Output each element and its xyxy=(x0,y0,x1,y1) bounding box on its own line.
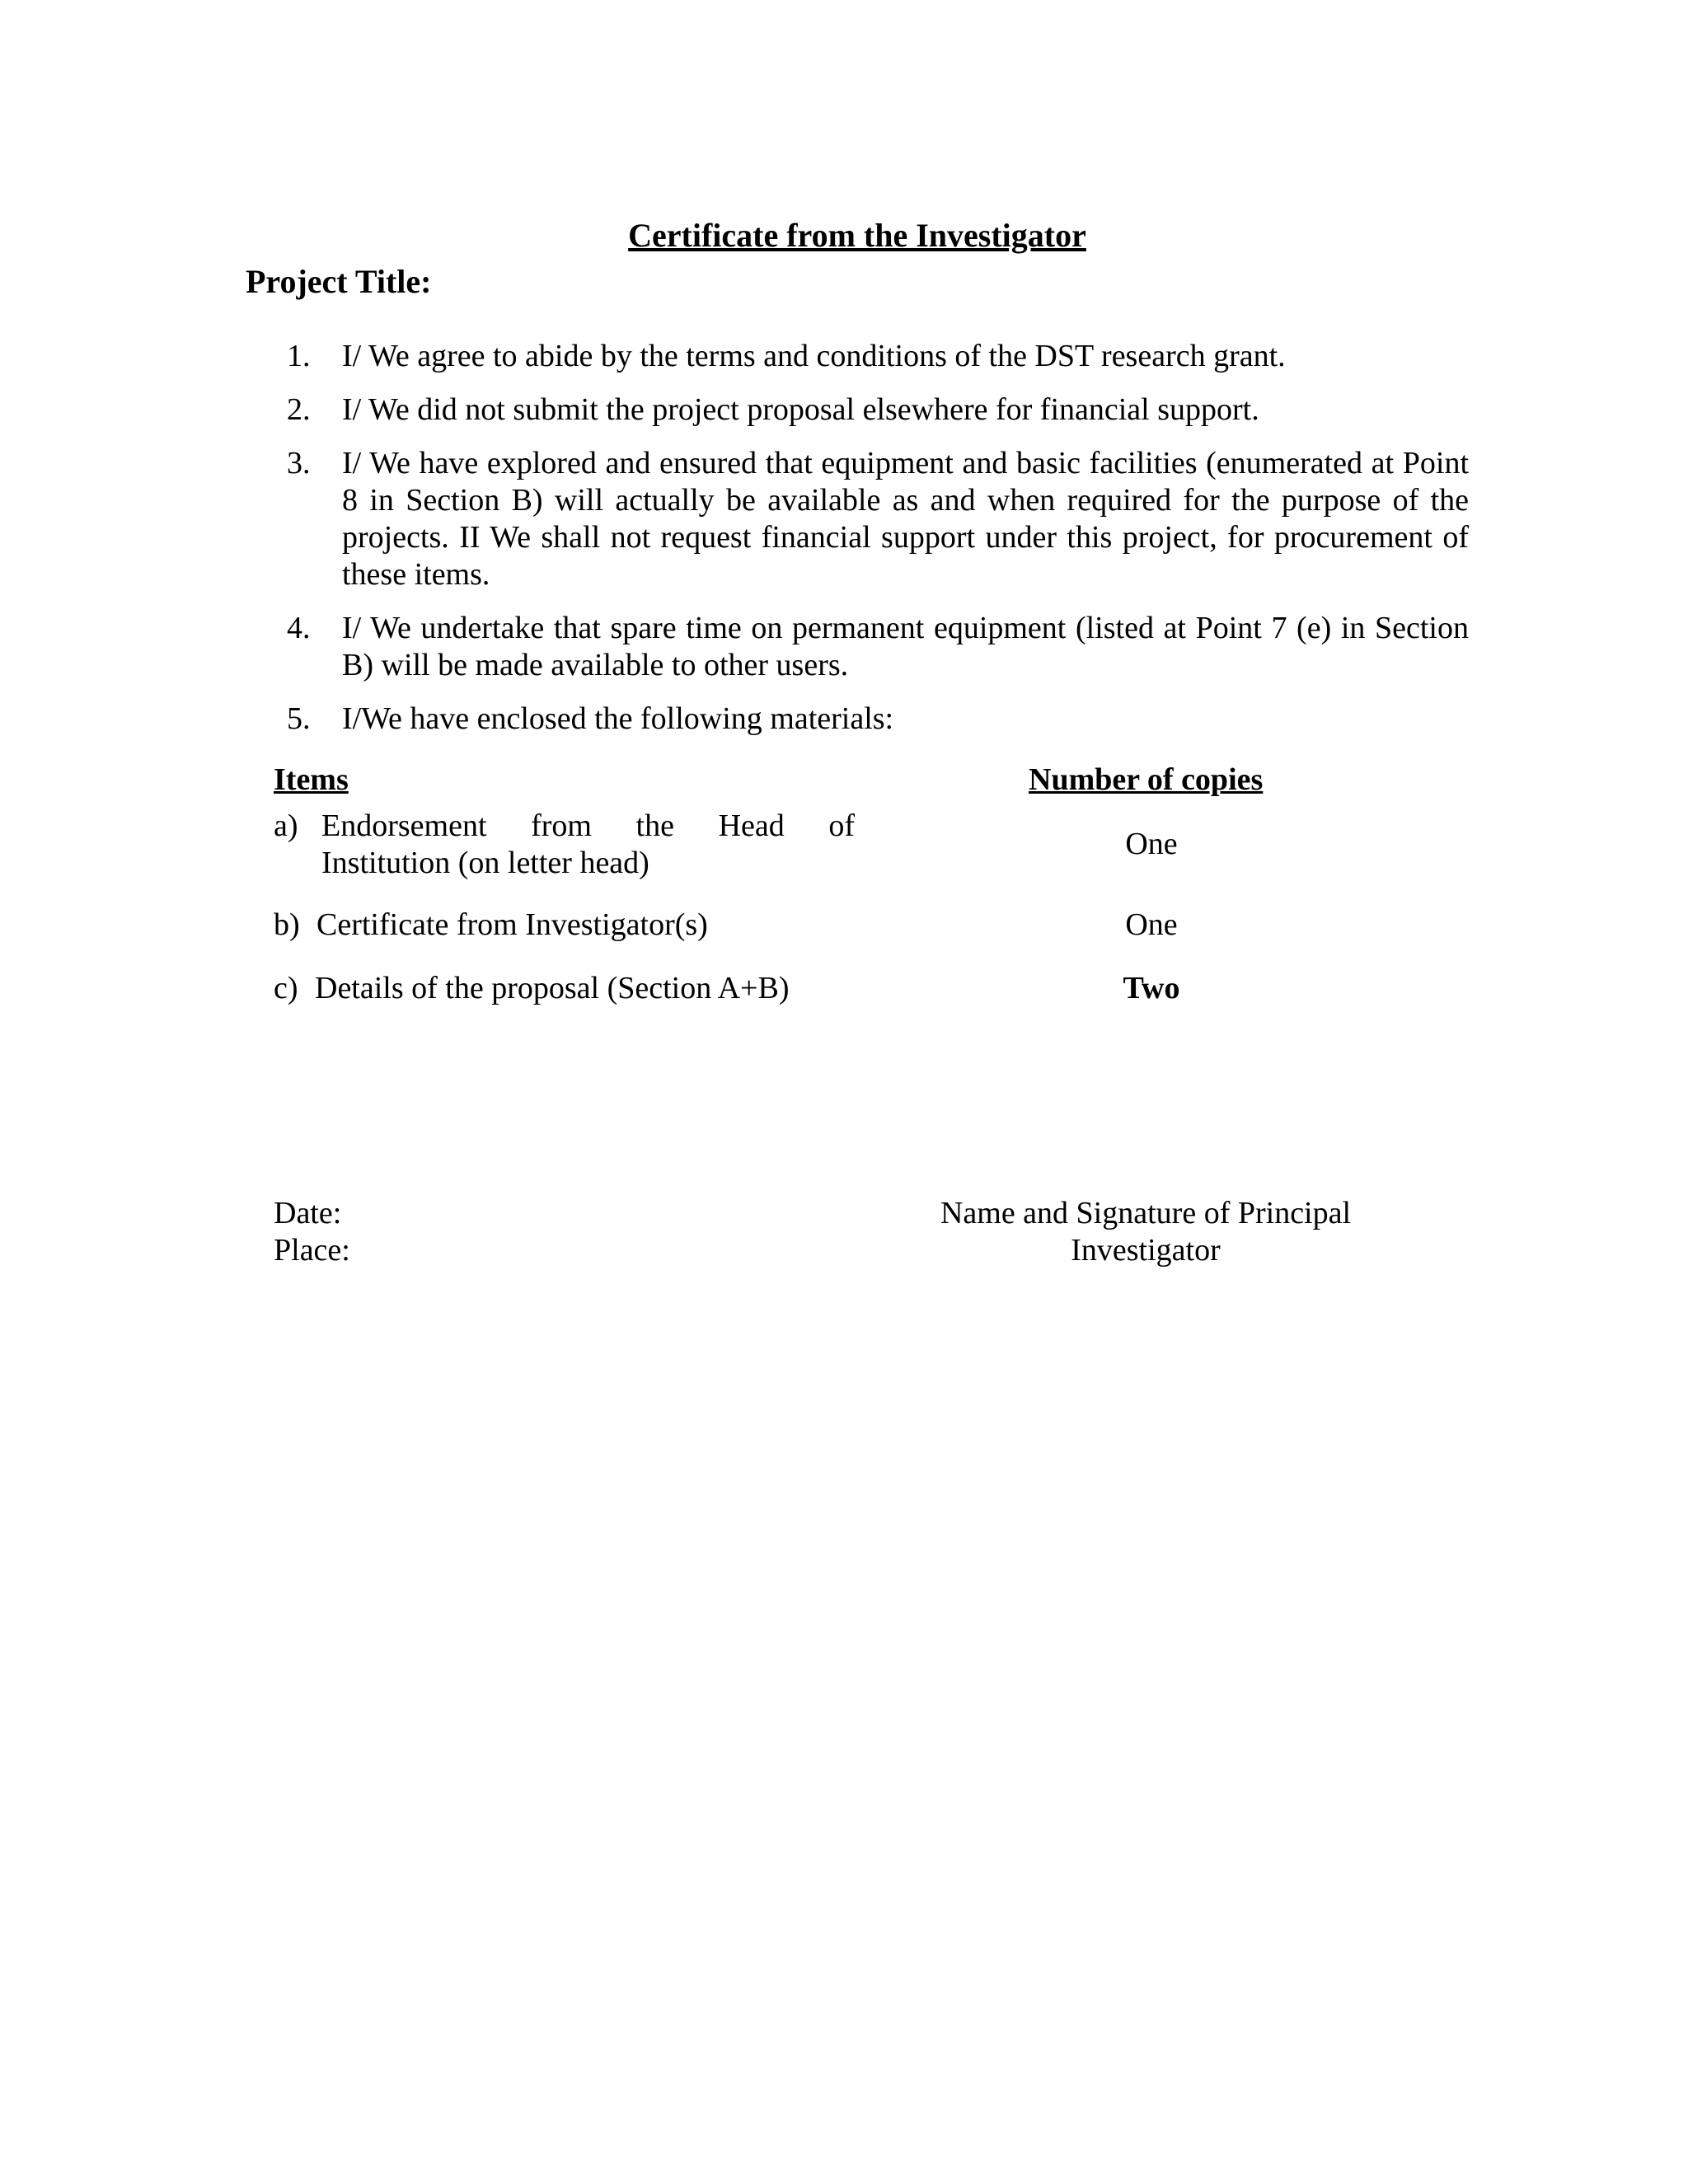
declaration-item-1 xyxy=(287,338,1469,375)
document-title: Certificate from the Investigator xyxy=(628,217,1086,254)
material-letter: b) xyxy=(274,907,300,942)
place-label: Place: xyxy=(274,1233,350,1268)
material-letter: c) xyxy=(274,971,298,1005)
declaration-item-4 xyxy=(287,610,1469,684)
date-place-block xyxy=(274,1195,350,1269)
material-description xyxy=(321,808,855,882)
date-label: Date: xyxy=(274,1196,342,1230)
signature-block xyxy=(882,1195,1409,1269)
signature-label-line-2: Investigator xyxy=(1071,1233,1221,1268)
declaration-number: 1. xyxy=(287,339,311,373)
material-description-line-2: Institution (on letter head) xyxy=(321,846,649,880)
declaration-list xyxy=(287,338,1469,754)
declaration-item-2 xyxy=(287,391,1469,429)
declaration-number: 2. xyxy=(287,392,311,427)
declaration-number: 4. xyxy=(287,611,311,645)
declaration-text: I/ We agree to abide by the terms and conditions of the DST research grant. xyxy=(342,339,1286,373)
declaration-text: I/ We have explored and ensured that equipment and basic facilities (enumerated at Point 8 in Section B) will actually be available as and when required for the purpose of the projects. II We shall not request financial support under this project, for procurement of these items. xyxy=(342,446,1469,592)
declaration-text: I/We have enclosed the following materials: xyxy=(342,701,894,736)
declaration-number: 3. xyxy=(287,446,311,480)
material-copies: One xyxy=(1125,907,1178,942)
declaration-item-3 xyxy=(287,445,1469,593)
material-description-line-1: Endorsement from the Head of xyxy=(321,808,855,843)
copies-column-header: Number of copies xyxy=(1029,762,1264,797)
declaration-text: I/ We did not submit the project proposal elsewhere for financial support. xyxy=(342,392,1259,427)
material-letter: a) xyxy=(274,808,298,843)
items-column-header: Items xyxy=(274,762,349,797)
declaration-item-5 xyxy=(287,701,1469,738)
material-copies: Two xyxy=(1123,971,1180,1005)
signature-label-line-1: Name and Signature of Principal xyxy=(940,1196,1352,1230)
declaration-number: 5. xyxy=(287,701,311,736)
material-description: Certificate from Investigator(s) xyxy=(316,907,708,942)
declaration-text: I/ We undertake that spare time on permanent equipment (listed at Point 7 (e) in Section B) will be made available to other users. xyxy=(342,611,1469,682)
project-title-label: Project Title: xyxy=(246,263,432,300)
material-copies: One xyxy=(1125,827,1178,861)
material-description: Details of the proposal (Section A+B) xyxy=(315,971,790,1005)
